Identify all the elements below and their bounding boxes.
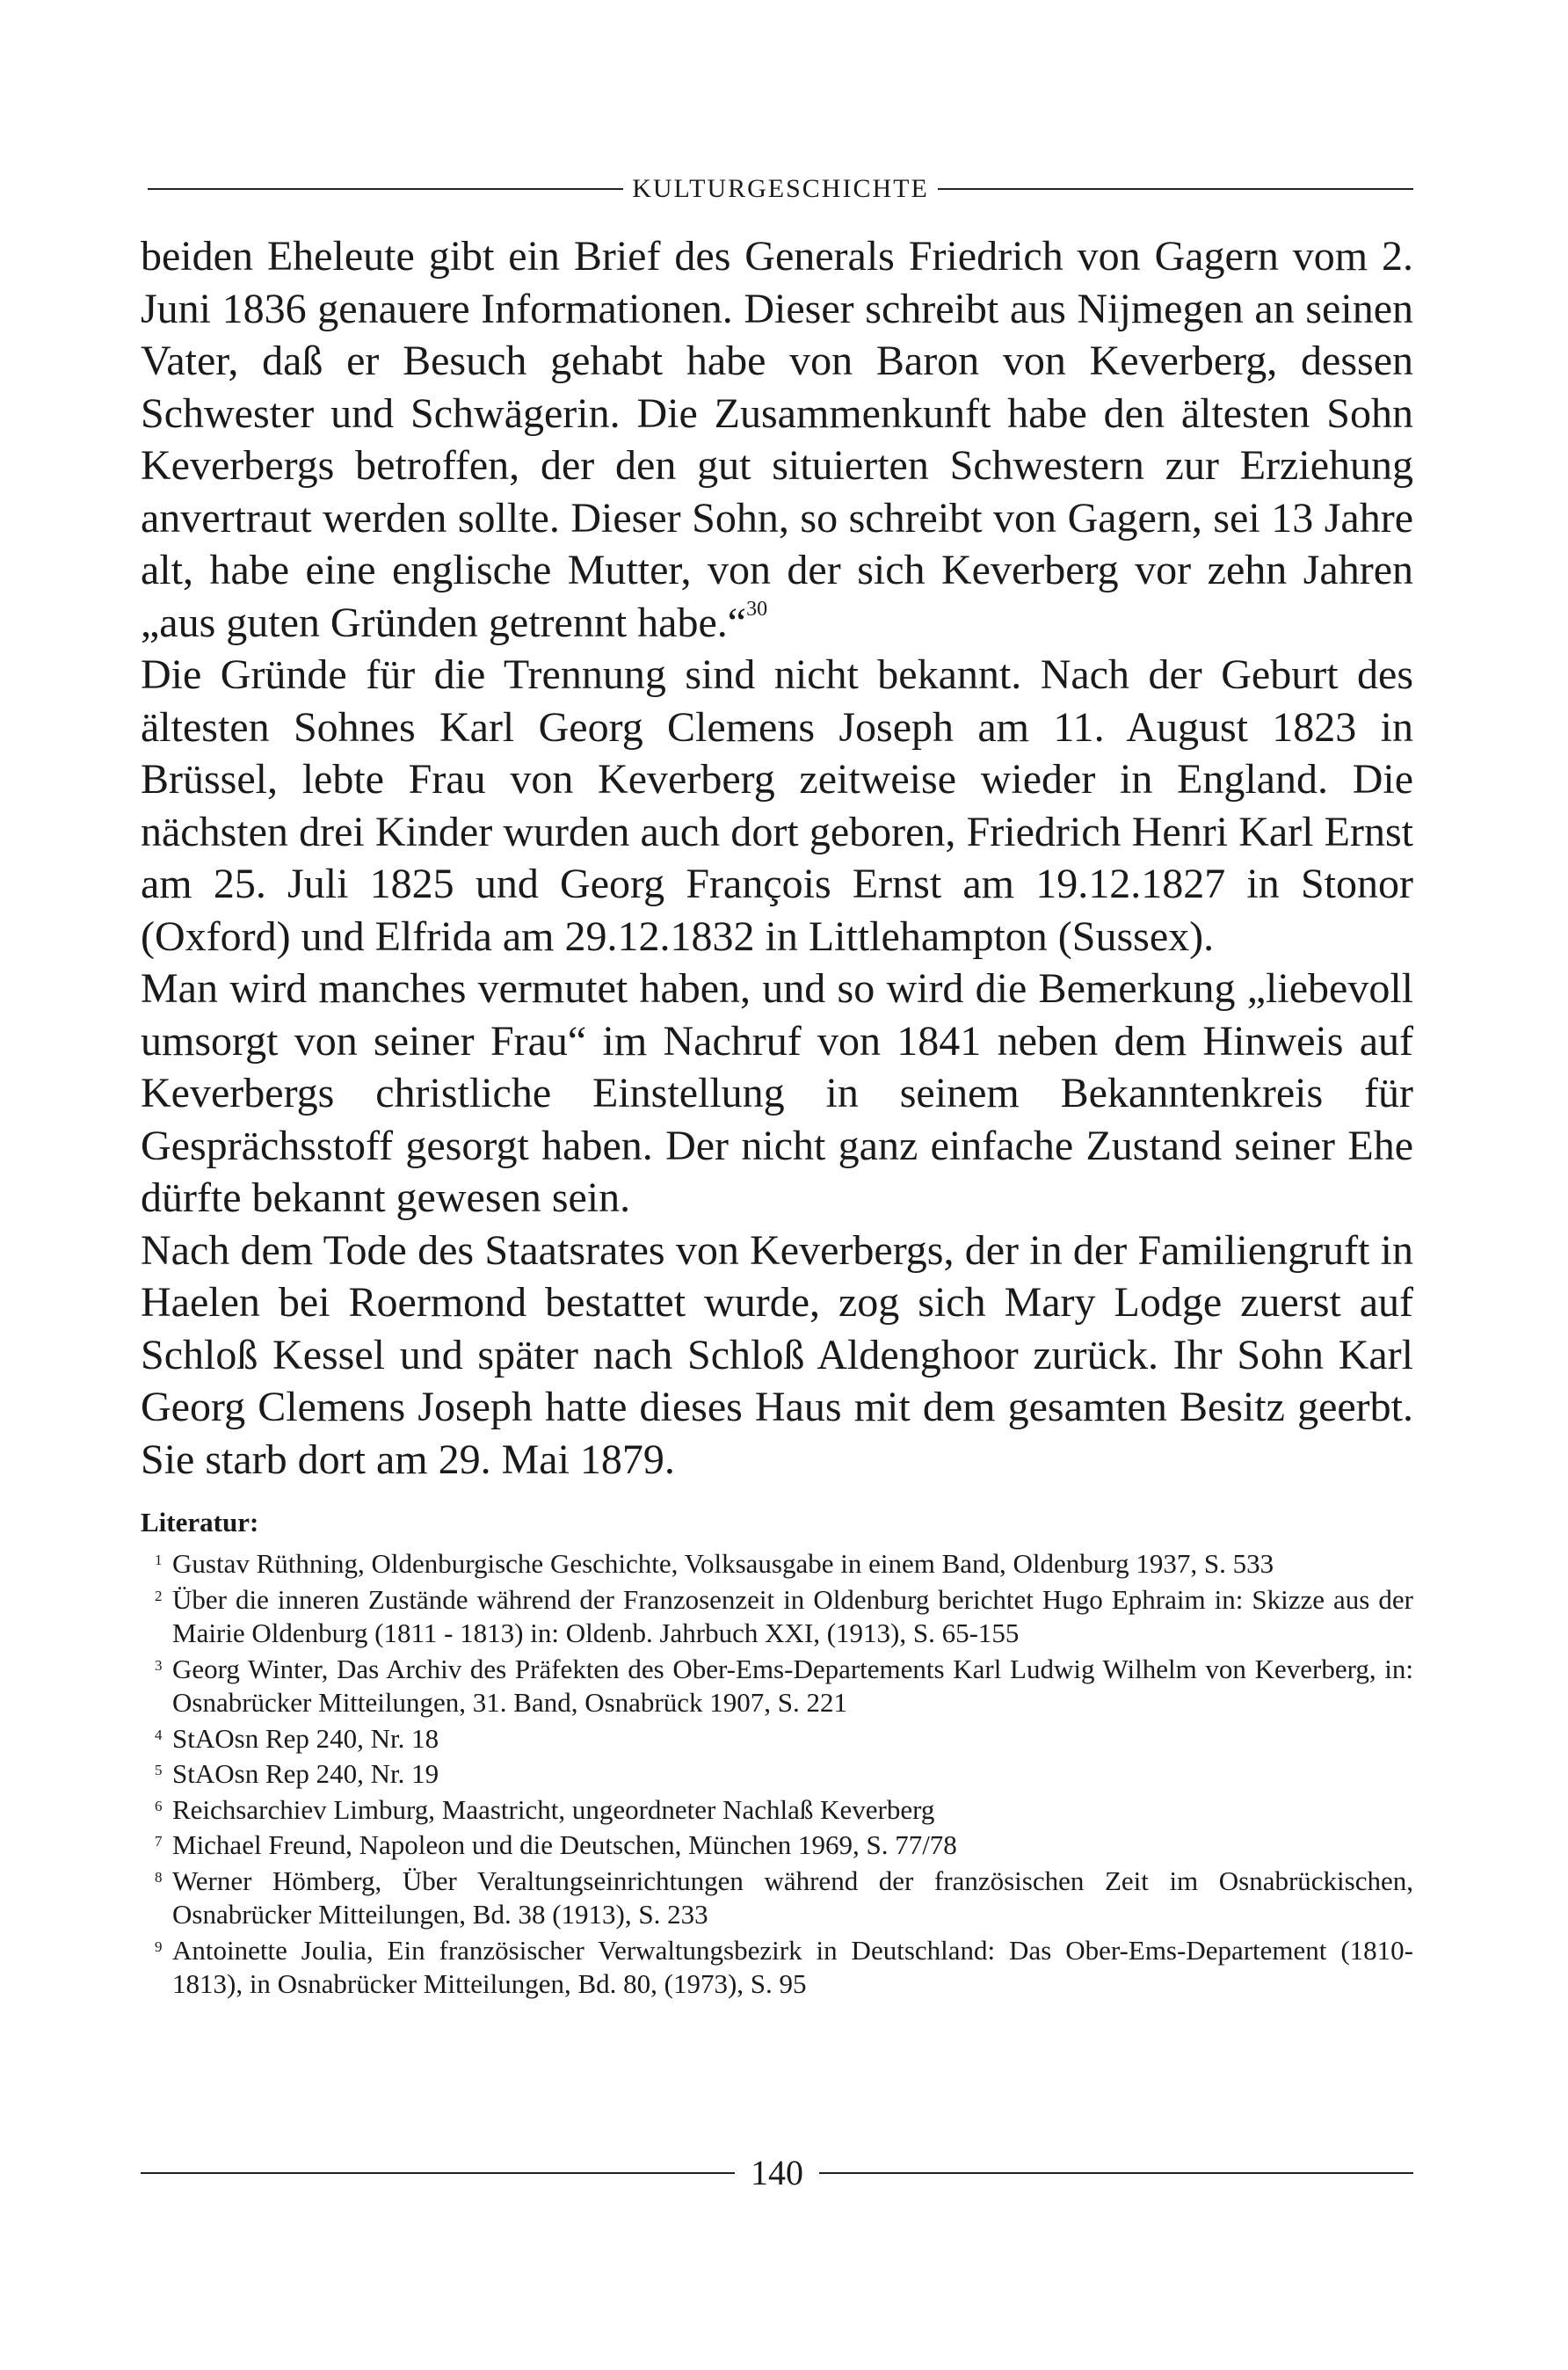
- footnote-text: Werner Hömberg, Über Veraltungseinrichtungen während der französischen Zeit im Osnabrückischen, Osnabrücker Mitteilungen, Bd. 38 (1913), S. 233: [172, 1865, 1413, 1930]
- body-text: [141, 230, 1413, 1486]
- footnote-number: 8: [155, 1868, 163, 1886]
- paragraph-4: Nach dem Tode des Staatsrates von Keverbergs, der in der Familiengruft in Haelen bei Roermond bestattet wurde, zog sich Mary Lodge zuerst auf Schloß Kessel und später nach Schloß Aldenghoor zurück. Ihr Sohn Karl Georg Clemens Joseph hatte dieses Haus mit dem gesamten Besitz geerbt. Sie starb dort am 29. Mai 1879.: [141, 1226, 1413, 1483]
- page-footer: [141, 2152, 1413, 2193]
- paragraph-1-text: beiden Eheleute gibt ein Brief des Generals Friedrich von Gagern vom 2. Juni 1836 genauere Informationen. Dieser schreibt aus Nijmegen an seinen Vater, daß er Besuch gehabt habe von Baron von Keverberg, dessen Schwester und Schwägerin. Die Zusammenkunft habe den ältesten Sohn Keverbergs betroffen, der den gut situierten Schwestern zur Erziehung anvertraut werden sollte. Dieser Sohn, so schreibt von Gagern, sei 13 Jahre alt, habe eine englische Mutter, von der sich Keverberg vor zehn Jahren „aus guten Gründen getrennt habe.“: [141, 233, 1413, 646]
- footnote-5: [141, 1757, 1413, 1792]
- footnote-number: 5: [155, 1762, 163, 1778]
- footer-rule-left: [141, 2172, 735, 2174]
- footnote-text: Über die inneren Zustände während der Franzosenzeit in Oldenburg berichtet Hugo Ephraim in: Skizze aus der Mairie Oldenburg (1811 - 1813) in: Oldenb. Jahrbuch XXI, (1913), S. 65-155: [172, 1583, 1413, 1648]
- footnote-text: StAOsn Rep 240, Nr. 18: [172, 1722, 439, 1754]
- footnote-number: 4: [155, 1726, 163, 1743]
- literature-heading: Literatur:: [141, 1507, 259, 1538]
- footnote-4: [141, 1722, 1413, 1756]
- paragraph-2: Die Gründe für die Trennung sind nicht bekannt. Nach der Geburt des ältesten Sohnes Karl Georg Clemens Joseph am 11. August 1823 in Brüssel, lebte Frau von Keverberg zeitweise wieder in England. Die nächsten drei Kinder wurden auch dort geboren, Friedrich Henri Karl Ernst am 25. Juli 1825 und Georg François Ernst am 19.12.1827 in Stonor (Oxford) und Elfrida am 29.12.1832 in Littlehampton (Sussex).: [141, 651, 1413, 960]
- footnote-text: Antoinette Joulia, Ein französischer Verwaltungsbezirk in Deutschland: Das Ober-Ems-Departement (1810-1813), in Osnabrücker Mitteilungen, Bd. 80, (1973), S. 95: [172, 1934, 1413, 1999]
- header-rule-right: [938, 188, 1413, 190]
- footnote-number: 1: [155, 1552, 163, 1568]
- footer-rule-right: [819, 2172, 1413, 2174]
- running-title: KULTURGESCHICHTE: [632, 174, 929, 203]
- footnote-7: [141, 1828, 1413, 1863]
- footnote-text: Michael Freund, Napoleon und die Deutschen, München 1969, S. 77/78: [172, 1829, 957, 1860]
- footnote-ref-30: 30: [746, 597, 768, 621]
- paragraph-1: [141, 230, 1413, 649]
- footnote-text: Georg Winter, Das Archiv des Präfekten des Ober-Ems-Departements Karl Ludwig Wilhelm von Keverberg, in: Osnabrücker Mitteilungen, 31. Band, Osnabrück 1907, S. 221: [172, 1653, 1413, 1718]
- footnote-text: Reichsarchiev Limburg, Maastricht, ungeordneter Nachlaß Keverberg: [172, 1793, 935, 1825]
- footnote-number: 2: [155, 1587, 163, 1604]
- running-header: [148, 174, 1413, 204]
- footnote-text: StAOsn Rep 240, Nr. 19: [172, 1758, 439, 1789]
- footnote-number: 3: [155, 1656, 163, 1674]
- paragraph-3: Man wird manches vermutet haben, und so wird die Bemerkung „liebevoll umsorgt von seiner Frau“ im Nachruf von 1841 neben dem Hinweis auf Keverbergs christliche Einstellung in seinem Bekanntenkreis für Gesprächsstoff gesorgt haben. Der nicht ganz einfache Zustand seiner Ehe dürfte bekannt gewesen sein.: [141, 965, 1413, 1221]
- footnote-8: [141, 1865, 1413, 1932]
- literature-section: [141, 1505, 1413, 2003]
- header-rule-left: [148, 188, 623, 190]
- footnote-number: 7: [155, 1833, 163, 1850]
- footnote-6: [141, 1793, 1413, 1828]
- footnote-9: [141, 1934, 1413, 2002]
- footnote-3: [141, 1653, 1413, 1720]
- footnote-number: 6: [155, 1797, 163, 1814]
- footnote-text: Gustav Rüthning, Oldenburgische Geschichte, Volksausgabe in einem Band, Oldenburg 1937, S. 533: [172, 1548, 1274, 1579]
- footnote-number: 9: [155, 1937, 163, 1955]
- footnote-1: [141, 1547, 1413, 1581]
- footnote-2: [141, 1583, 1413, 1651]
- page-number: 140: [751, 2153, 803, 2192]
